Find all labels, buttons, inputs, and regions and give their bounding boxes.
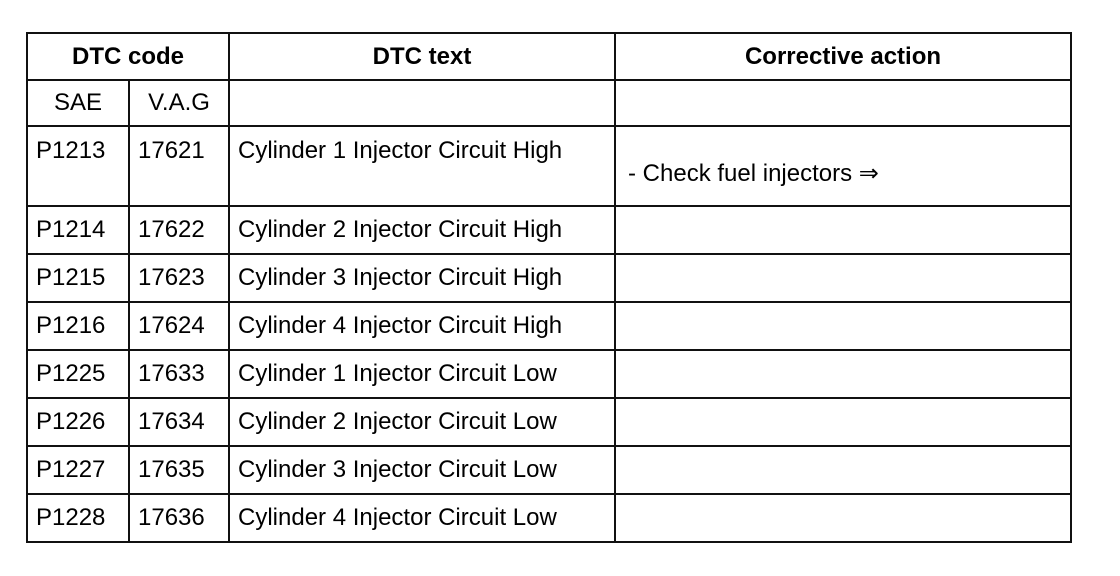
corrective-action: - Check fuel injectors ⇒: [615, 126, 1071, 206]
vag-code: 17633: [129, 350, 229, 398]
dtc-text: Cylinder 2 Injector Circuit High: [229, 206, 615, 254]
vag-code: 17621: [129, 126, 229, 206]
corrective-action: [615, 494, 1071, 542]
dtc-text: Cylinder 3 Injector Circuit High: [229, 254, 615, 302]
table-row: [27, 302, 1071, 350]
table-header-row: [27, 33, 1071, 80]
sae-code: P1227: [27, 446, 129, 494]
vag-code: 17634: [129, 398, 229, 446]
sae-code: P1216: [27, 302, 129, 350]
table-row: [27, 206, 1071, 254]
subheader-empty-action: [615, 80, 1071, 126]
dtc-text: Cylinder 4 Injector Circuit Low: [229, 494, 615, 542]
sae-code: P1213: [27, 126, 129, 206]
subheader-sae: SAE: [27, 80, 129, 126]
corrective-action: [615, 446, 1071, 494]
subheader-empty-text: [229, 80, 615, 126]
dtc-text: Cylinder 1 Injector Circuit Low: [229, 350, 615, 398]
dtc-table: [26, 32, 1072, 543]
table-subheader-row: [27, 80, 1071, 126]
sae-code: P1215: [27, 254, 129, 302]
table-row: [27, 126, 1071, 206]
sae-code: P1228: [27, 494, 129, 542]
corrective-action: [615, 302, 1071, 350]
header-dtc-code: DTC code: [27, 33, 229, 80]
table-row: [27, 494, 1071, 542]
vag-code: 17635: [129, 446, 229, 494]
vag-code: 17622: [129, 206, 229, 254]
sae-code: P1225: [27, 350, 129, 398]
vag-code: 17624: [129, 302, 229, 350]
corrective-action: [615, 398, 1071, 446]
sae-code: P1226: [27, 398, 129, 446]
dtc-text: Cylinder 2 Injector Circuit Low: [229, 398, 615, 446]
header-dtc-text: DTC text: [229, 33, 615, 80]
vag-code: 17623: [129, 254, 229, 302]
table-row: [27, 254, 1071, 302]
corrective-action: [615, 254, 1071, 302]
dtc-text: Cylinder 3 Injector Circuit Low: [229, 446, 615, 494]
table-row: [27, 446, 1071, 494]
vag-code: 17636: [129, 494, 229, 542]
dtc-text: Cylinder 1 Injector Circuit High: [229, 126, 615, 206]
dtc-text: Cylinder 4 Injector Circuit High: [229, 302, 615, 350]
sae-code: P1214: [27, 206, 129, 254]
header-corrective-action: Corrective action: [615, 33, 1071, 80]
corrective-action: [615, 206, 1071, 254]
corrective-action: [615, 350, 1071, 398]
table-row: [27, 350, 1071, 398]
subheader-vag: V.A.G: [129, 80, 229, 126]
table-row: [27, 398, 1071, 446]
